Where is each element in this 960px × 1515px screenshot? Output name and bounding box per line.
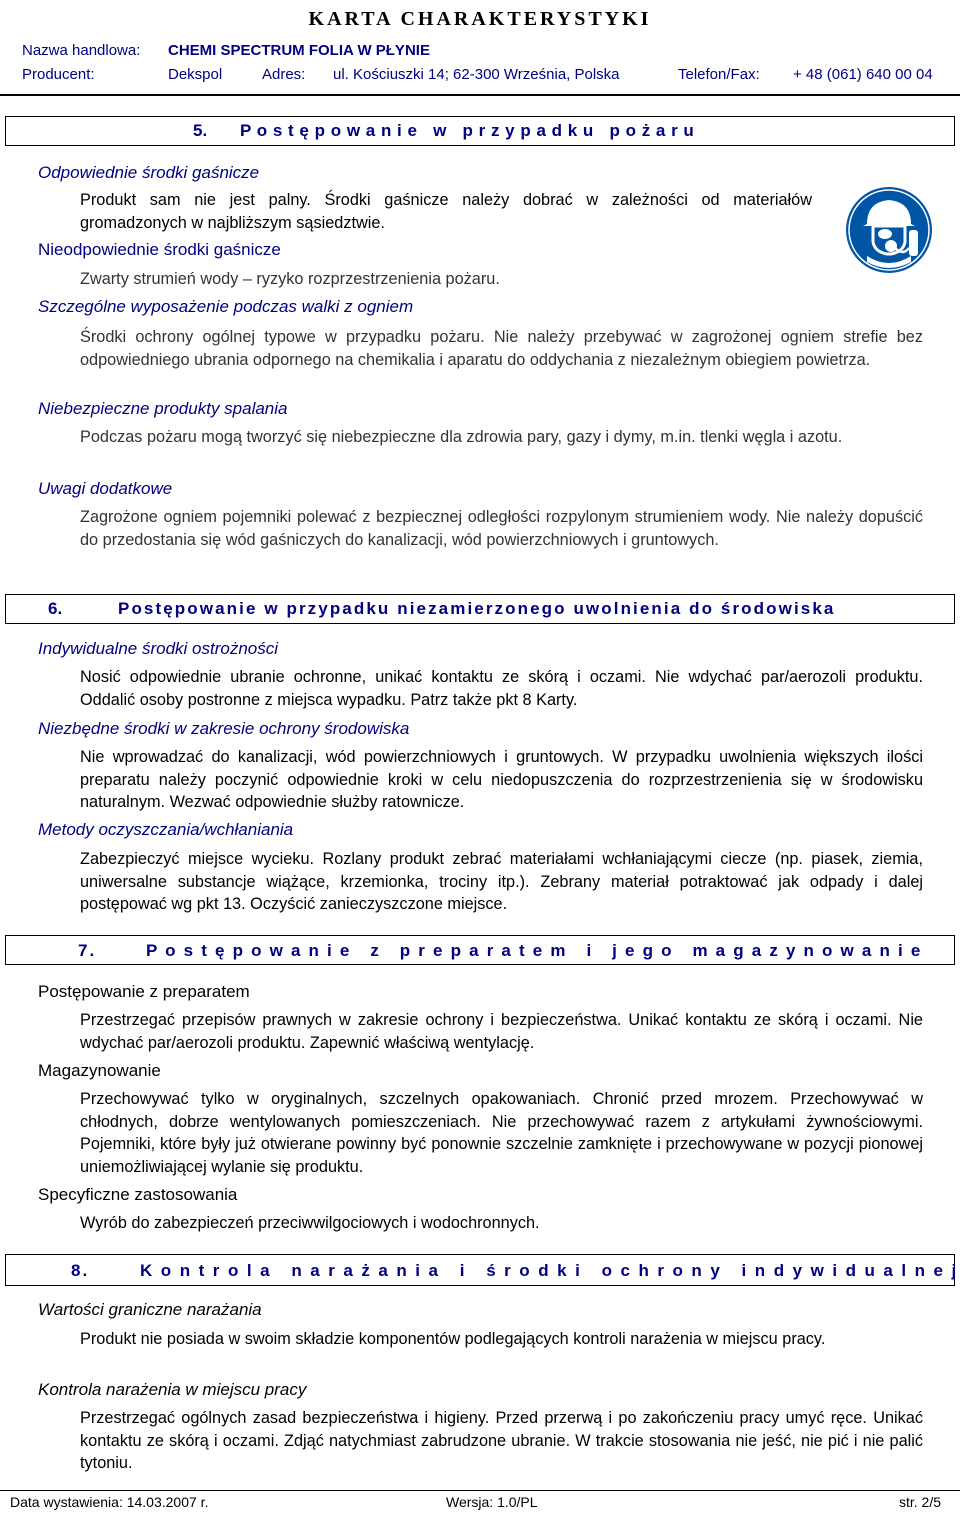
section-6-text-1: Nosić odpowiednie ubranie ochronne, unikać kontaktu ze skórą i oczami. Nie wdychać par/aerozoli produktu. Oddalić osoby postronne z miejsca wypadku. Patrz także pkt 8 Karty.	[80, 668, 923, 709]
section-5-heading	[5, 116, 955, 146]
section-7-title: P o s t ę p o w a n i e z p r e p a r a t e m i j e g o m a g a z y n o w a n i e	[146, 941, 922, 960]
section-5-subheading-4: Niebezpieczne produkty spalania	[38, 399, 288, 418]
respirator-helmet-icon	[845, 186, 933, 274]
section-6-text-3: Zabezpieczyć miejsce wycieku. Rozlany produkt zebrać materiałami wchłaniającymi ciecze (np. piasek, ziemia, uniwersalne substancje wiążące, krzemionka, trociny itp.). Zebrany materiał potraktować jak odpady i dalej postępować wg pkt 13. Oczyścić zanieczyszczone miejsce.	[80, 850, 923, 913]
section-6-subheading-2: Niezbędne środki w zakresie ochrony środowiska	[38, 719, 410, 738]
document-title: KARTA CHARAKTERYSTYKI	[308, 8, 652, 30]
address-value: ul. Kościuszki 14; 62-300 Września, Polska	[333, 66, 620, 83]
section-8-number: 8.	[71, 1261, 90, 1280]
section-8-subheading-1: Wartości graniczne narażania	[38, 1300, 262, 1319]
address-label: Adres:	[262, 66, 306, 83]
section-7-heading	[5, 935, 955, 965]
section-5-subheading-5: Uwagi dodatkowe	[38, 479, 173, 498]
section-8-text-2: Przestrzegać ogólnych zasad bezpieczeństwa i higieny. Przed przerwą i po zakończeniu pracy umyć ręce. Unikać kontaktu ze skórą i oczami. Zdjąć natychmiast zabrudzone ubranie. W trakcie stosowania nie jeść, nie pić i nie palić tytoniu.	[80, 1409, 923, 1472]
section-5-text-2: Zwarty strumień wody – ryzyko rozprzestrzenienia pożaru.	[80, 270, 500, 288]
version: Wersja: 1.0/PL	[446, 1494, 538, 1510]
page-number: str. 2/5	[899, 1494, 942, 1510]
section-6-text-2: Nie wprowadzać do kanalizacji, wód powierzchniowych i gruntowych. W przypadku uwolnienia większych ilości preparatu należy poczynić odpowiednie kroki w celu niedopuszczenia do rozprzestrzenienia się w środowisku naturalnym. Wezwać odpowiednie służby ratownicze.	[80, 748, 923, 811]
section-7-subheading-2: Magazynowanie	[38, 1061, 161, 1080]
section-5-number: 5.	[193, 121, 208, 140]
section-8-subheading-2: Kontrola narażenia w miejscu pracy	[38, 1380, 307, 1399]
trade-name-label: Nazwa handlowa:	[22, 42, 141, 59]
section-7-subheading-3: Specyficzne zastosowania	[38, 1185, 238, 1204]
producer-value: Dekspol	[168, 66, 223, 83]
section-8-text-1: Produkt nie posiada w swoim składzie komponentów podlegających kontroli narażenia w miejscu pracy.	[80, 1330, 826, 1348]
header-divider	[0, 94, 960, 96]
section-5-text-1: Produkt sam nie jest palny. Środki gaśnicze należy dobrać w zależności od materiałów gromadzonych w najbliższym sąsiedztwie.	[80, 191, 812, 232]
section-5-subheading-1: Odpowiednie środki gaśnicze	[38, 163, 260, 182]
section-6-heading	[5, 594, 955, 624]
section-5-text-4: Podczas pożaru mogą tworzyć się niebezpieczne dla zdrowia pary, gazy i dymy, m.in. tlenki węgla i azotu.	[80, 428, 843, 446]
producer-label: Producent:	[22, 66, 95, 83]
section-7-subheading-1: Postępowanie z preparatem	[38, 982, 250, 1001]
section-7-number: 7.	[78, 941, 97, 960]
section-8-heading	[5, 1254, 959, 1286]
section-6-subheading-3: Metody oczyszczania/wchłaniania	[38, 820, 294, 839]
phone-value: + 48 (061) 640 00 04	[793, 66, 933, 83]
section-6-number: 6.	[48, 599, 63, 618]
phone-label: Telefon/Fax:	[678, 66, 760, 83]
issue-date: Data wystawienia: 14.03.2007 r.	[10, 1494, 209, 1510]
footer-divider	[0, 1490, 960, 1491]
section-7-text-1: Przestrzegać przepisów prawnych w zakresie ochrony i bezpieczeństwa. Unikać kontaktu ze skórą i oczami. Nie wdychać par/aerozoli produktu. Zapewnić właściwą wentylację.	[80, 1011, 923, 1052]
section-5-subheading-3: Szczególne wyposażenie podczas walki z ogniem	[38, 297, 414, 316]
section-7-text-3: Wyrób do zabezpieczeń przeciwwilgociowych i wodochronnych.	[80, 1214, 540, 1232]
section-7-text-2: Przechowywać tylko w oryginalnych, szczelnych opakowaniach. Chronić przed mrozem. Przechowywać w chłodnych, dobrze wentylowanych pomieszczeniach. Nie przechowywać razem z artykułami żywnościowymi. Pojemniki, które były już otwierane powinny być ponownie szczelnie zamknięte i przechowywane w pozycji pionowej uniemożliwiającej wylanie się produktu.	[80, 1090, 923, 1176]
section-6-subheading-1: Indywidualne środki ostrożności	[38, 639, 279, 658]
trade-name-value: CHEMI SPECTRUM FOLIA W PŁYNIE	[168, 42, 430, 59]
section-5-text-3: Środki ochrony ogólnej typowe w przypadku pożaru. Nie należy przebywać w zagrożonej ogniem strefie bez odpowiedniego ubrania odpornego na chemikalia i aparatu do oddychania z niezależnym obiegiem powietrza.	[80, 328, 923, 369]
section-8-title: K o n t r o l a n a r a ż a n i a i ś r o d k i o c h r o n y i n d y w i d u a l n e j	[140, 1261, 959, 1280]
section-5-subheading-2: Nieodpowiednie środki gaśnicze	[38, 240, 281, 259]
section-5-title: P o s t ę p o w a n i e w p r z y p a d k u p o ż a r u	[240, 121, 695, 140]
section-6-title: Postępowanie w przypadku niezamierzonego uwolnienia do środowiska	[118, 599, 836, 618]
section-5-text-5: Zagrożone ogniem pojemniki polewać z bezpiecznej odległości rozpylonym strumieniem wody. Nie należy dopuścić do przedostania się wód gaśniczych do kanalizacji, wód powierzchniowych i gruntowych.	[80, 508, 923, 549]
